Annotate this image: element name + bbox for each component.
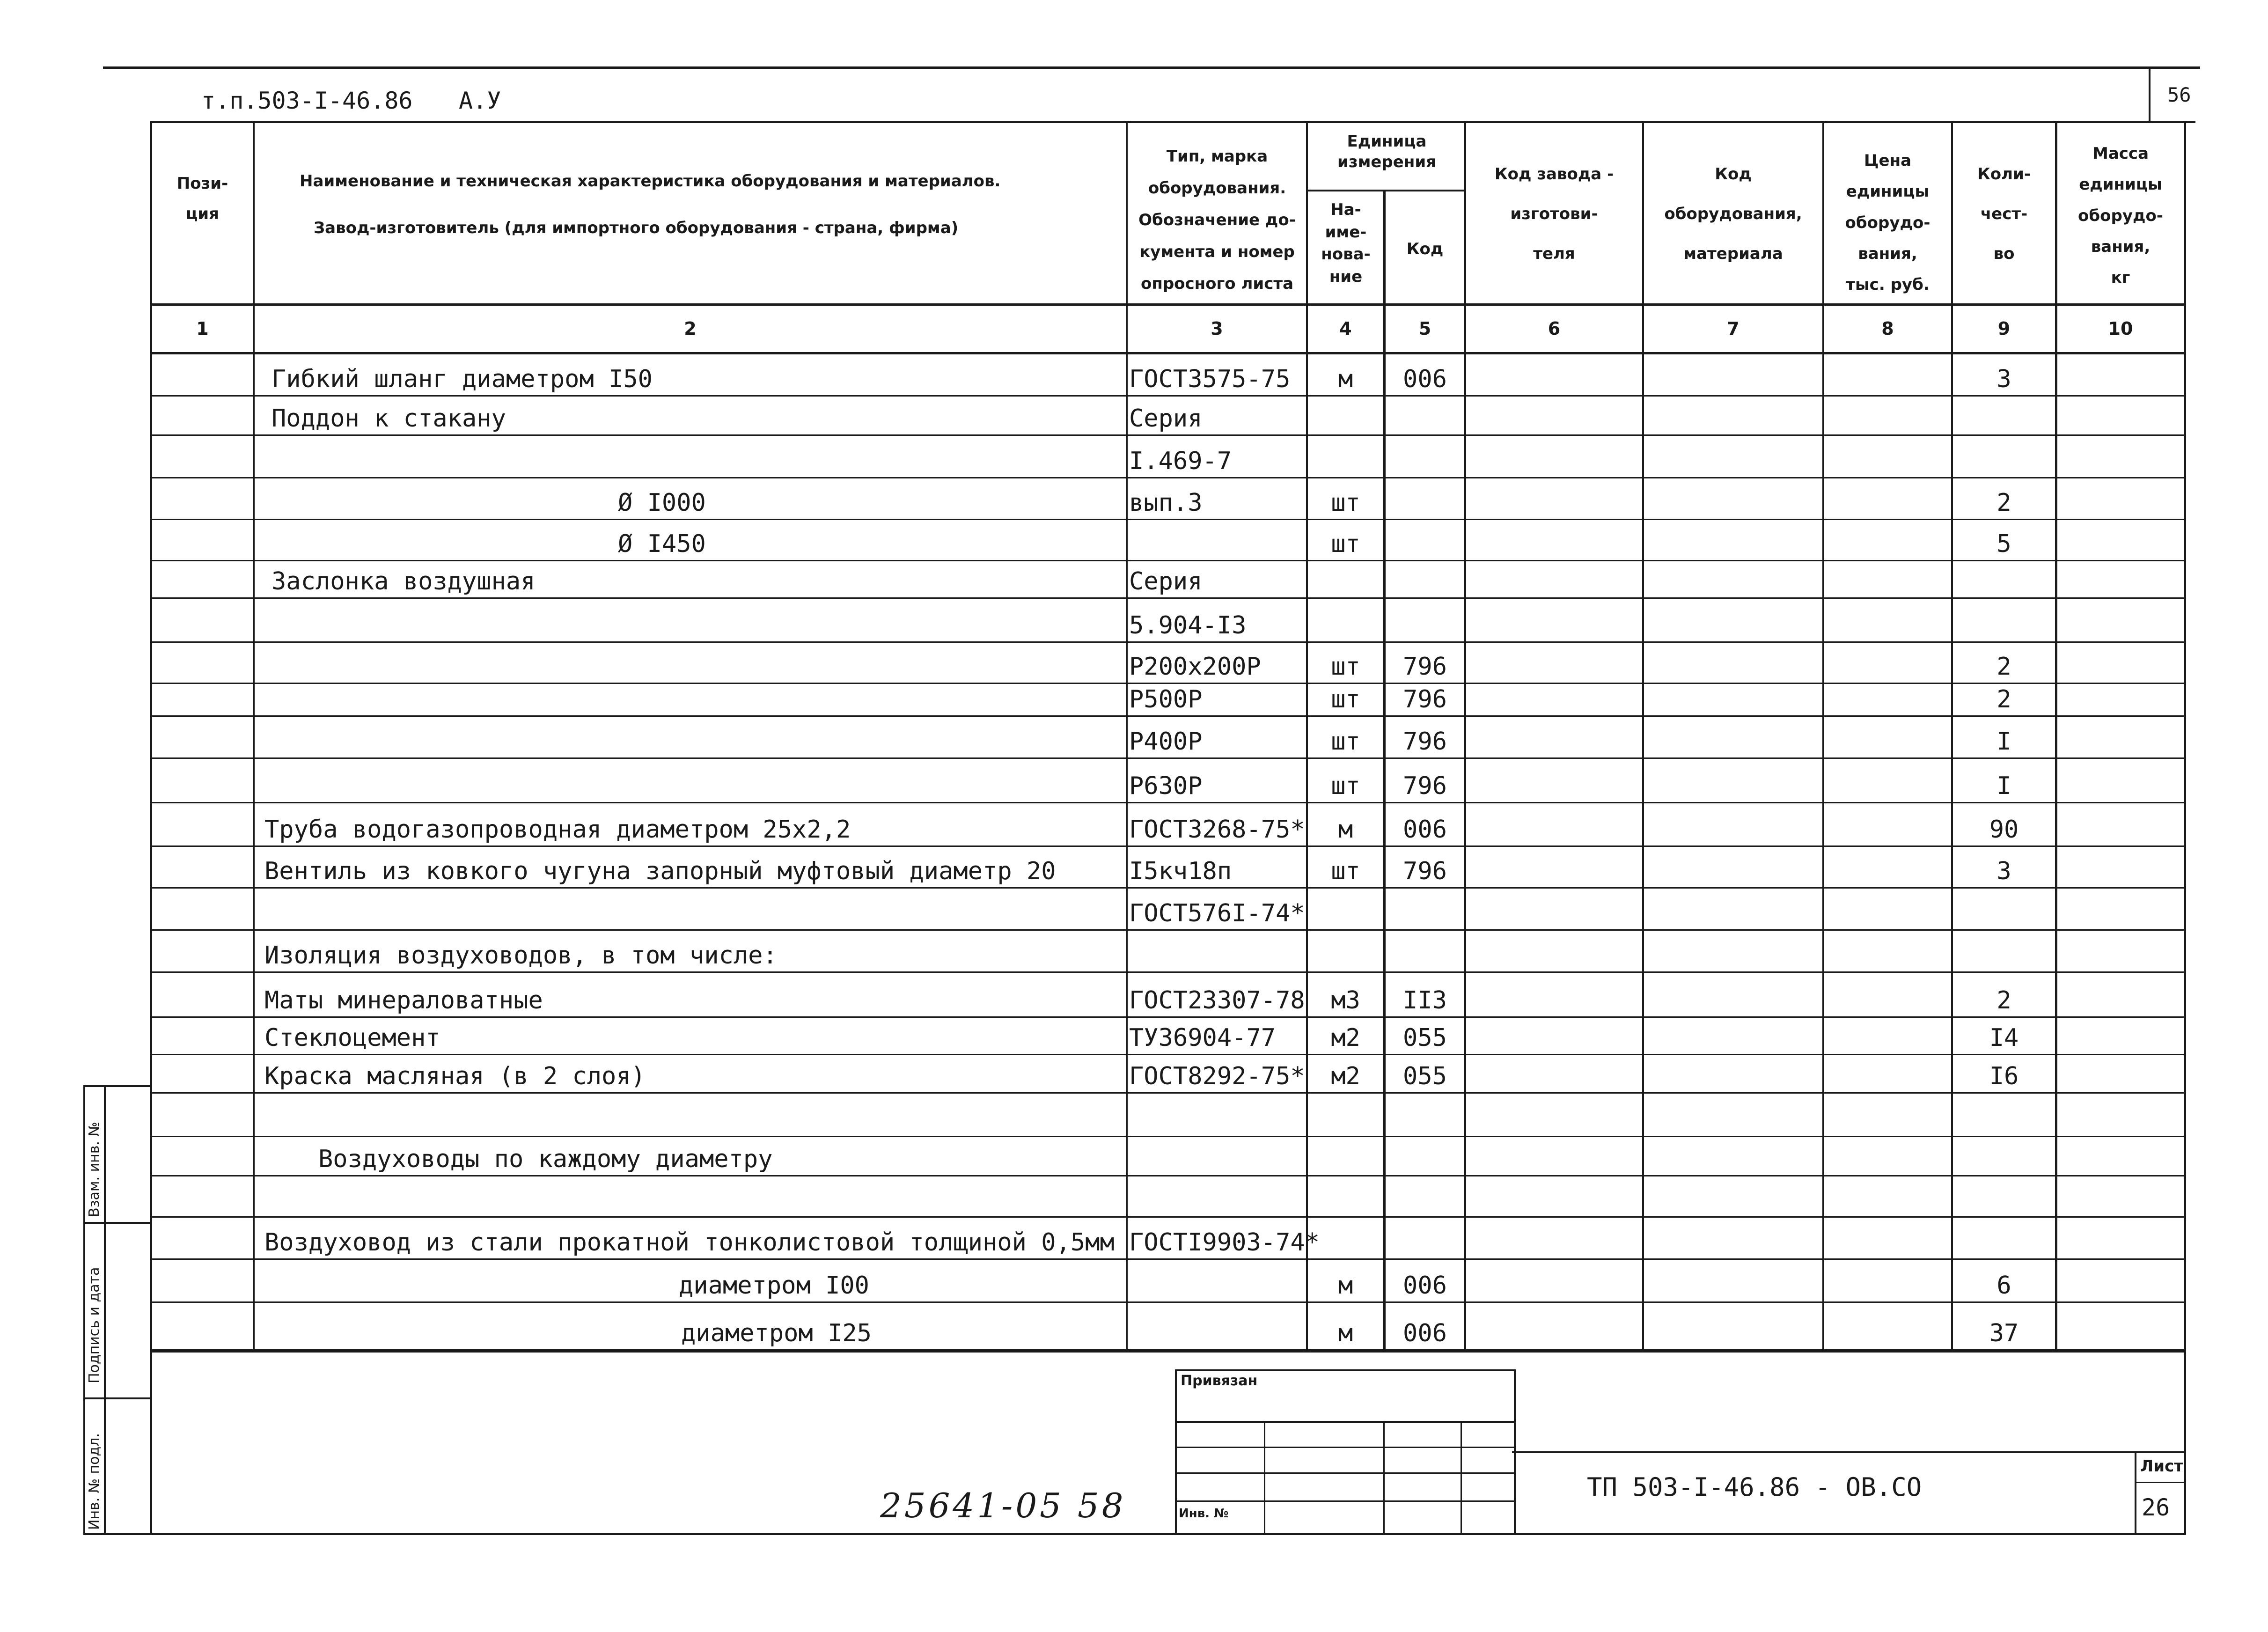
row-type: 5.904-I3 [1129, 611, 1247, 640]
col-line-4 [1383, 190, 1386, 1352]
col-number-4: 4 [1339, 318, 1352, 339]
row-divider [150, 477, 2186, 478]
side-strip-right [104, 1085, 106, 1535]
page-corner-number: 56 [2167, 83, 2191, 106]
inv-label: Инв. № [1179, 1507, 1229, 1521]
row-quantity: I [1996, 728, 2011, 756]
row-quantity: 90 [1989, 816, 2019, 844]
row-type: ГОСТ8292-75* [1129, 1062, 1305, 1090]
side-label-replacement: Взам. инв. № [86, 1122, 103, 1217]
row-divider [150, 395, 2186, 397]
row-type: ГОСТI9903-74* [1129, 1228, 1320, 1257]
row-type: ГОСТ576I-74* [1129, 899, 1305, 927]
row-type: ГОСТ23307-78 [1129, 986, 1305, 1014]
row-unit-code: II3 [1403, 986, 1447, 1014]
row-name: Ø I450 [618, 530, 706, 558]
col-number-7: 7 [1727, 318, 1740, 339]
row-quantity: 37 [1989, 1319, 2019, 1347]
col-number-10: 10 [2108, 318, 2133, 339]
row-quantity: 2 [1996, 489, 2011, 517]
row-quantity: 3 [1996, 857, 2011, 885]
row-quantity: 2 [1996, 685, 2011, 713]
row-name: Краска масляная (в 2 слоя) [264, 1062, 646, 1090]
col-line-7 [1822, 121, 1824, 1352]
row-unit-code: 055 [1403, 1062, 1447, 1090]
sheet-box-divider [2135, 1451, 2136, 1535]
col-line-0 [150, 121, 152, 1352]
row-type: I5кч18п [1129, 857, 1232, 885]
frame-right-lower [2184, 1350, 2186, 1535]
header-name-line1: Наименование и техническая характеристика оборудования и материалов. [300, 172, 1001, 191]
stamp-col-1 [1264, 1421, 1265, 1533]
row-name: Поддон к стакану [272, 404, 506, 433]
col-line-6 [1642, 121, 1644, 1352]
row-unit-code: 006 [1403, 816, 1447, 844]
row-name: Маты минераловатные [264, 986, 543, 1014]
header-price: Цена единицы оборудо- вания, тыс. руб. [1845, 151, 1930, 294]
handwritten-archive-number: 25641-05 58 [880, 1486, 1126, 1525]
row-unit: м [1338, 816, 1353, 844]
stamp-col-2 [1383, 1421, 1385, 1533]
row-unit-code: 796 [1403, 653, 1447, 681]
row-unit-code: 796 [1403, 857, 1447, 885]
row-type: ГОСТ3575-75 [1129, 365, 1291, 393]
table-top-border [150, 121, 2195, 123]
header-mass: Масса единицы оборудо- вания, кг [2078, 144, 2163, 287]
row-type: Р500Р [1129, 685, 1203, 713]
row-name: Гибкий шланг диаметром I50 [272, 365, 653, 393]
row-divider [150, 1092, 2186, 1094]
row-quantity: 6 [1996, 1272, 2011, 1300]
row-name: Воздуховод из стали прокатной тонколистовой толщиной 0,5мм [264, 1228, 1115, 1257]
header-unit: Единица измерения [1337, 132, 1436, 172]
row-name: Стеклоцемент [264, 1024, 440, 1052]
row-name: Ø I000 [618, 489, 706, 517]
col-line-10 [2184, 121, 2186, 1352]
doc-code: т.п.503-I-46.86 [201, 87, 413, 114]
side-strip-top [83, 1085, 150, 1087]
col-number-1: 1 [196, 318, 209, 339]
row-type: вып.3 [1129, 489, 1203, 517]
row-name: диаметром I00 [679, 1272, 869, 1300]
row-name: Заслонка воздушная [272, 567, 536, 595]
side-strip-left [83, 1085, 85, 1535]
row-type: I.469-7 [1129, 447, 1232, 475]
header-type: Тип, марка оборудования. Обозначение до- кумента и номер опросного листа [1138, 147, 1296, 293]
row-divider [150, 757, 2186, 759]
row-quantity: 3 [1996, 365, 2011, 393]
col-number-6: 6 [1548, 318, 1561, 339]
row-quantity: I6 [1989, 1062, 2019, 1090]
row-unit: м2 [1331, 1024, 1360, 1052]
row-divider [150, 845, 2186, 847]
row-unit: м [1338, 1272, 1353, 1300]
row-divider [150, 971, 2186, 973]
stamp-row-4 [1175, 1500, 1514, 1502]
header-position: Пози- ция [176, 174, 228, 223]
row-name: Изоляция воздуховодов, в том числе: [264, 941, 778, 970]
unit-header-divider [1306, 190, 1465, 191]
side-label-inventory: Инв. № подл. [86, 1433, 103, 1530]
row-quantity: 5 [1996, 530, 2011, 558]
header-bottom-border [150, 303, 2186, 306]
sheet-number: 26 [2142, 1494, 2170, 1521]
side-strip-div1 [83, 1222, 150, 1224]
col-line-9 [2055, 121, 2057, 1352]
row-unit: м [1338, 1319, 1353, 1347]
row-unit-code: 796 [1403, 685, 1447, 713]
row-divider [150, 929, 2186, 931]
frame-left-lower [150, 1350, 152, 1535]
row-type: ГОСТ3268-75* [1129, 816, 1305, 844]
doc-part: А.У [459, 87, 501, 114]
row-divider [150, 1301, 2186, 1303]
row-quantity: 2 [1996, 986, 2011, 1014]
row-quantity: 2 [1996, 653, 2011, 681]
row-divider [150, 560, 2186, 561]
row-unit: шт [1331, 653, 1360, 681]
col-line-5 [1464, 121, 1466, 1352]
table-bottom-border [150, 1350, 2186, 1353]
doc-designation: ТП 503-I-46.86 - ОВ.СО [1587, 1472, 1922, 1502]
row-divider [150, 641, 2186, 643]
row-divider [150, 434, 2186, 436]
row-divider [150, 1136, 2186, 1137]
header-unit-code: Код [1406, 240, 1444, 258]
row-unit: шт [1331, 685, 1360, 713]
row-unit: шт [1331, 489, 1360, 517]
row-unit-code: 006 [1403, 1319, 1447, 1347]
bound-label: Привязан [1181, 1373, 1258, 1389]
row-unit: шт [1331, 772, 1360, 800]
row-unit-code: 796 [1403, 772, 1447, 800]
stamp-row-2 [1175, 1447, 1514, 1448]
row-unit-code: 006 [1403, 1272, 1447, 1300]
row-divider [150, 519, 2186, 520]
corner-divider [2149, 66, 2151, 123]
header-equipment-code: Код оборудования, материала [1664, 165, 1802, 263]
row-divider [150, 597, 2186, 599]
header-factory-code: Код завода - изготови- теля [1494, 165, 1614, 263]
row-unit: м3 [1331, 986, 1360, 1014]
top-rule [103, 66, 2200, 69]
row-type: Серия [1129, 567, 1203, 595]
col-number-5: 5 [1418, 318, 1431, 339]
header-unit-name: На- име- нова- ние [1321, 200, 1371, 286]
row-name: Вентиль из ковкого чугуна запорный муфтовый диаметр 20 [264, 857, 1056, 885]
stamp-row-3 [1175, 1472, 1514, 1474]
row-quantity: I [1996, 772, 2011, 800]
row-quantity: I4 [1989, 1024, 2019, 1052]
col-number-3: 3 [1211, 318, 1223, 339]
row-unit: шт [1331, 857, 1360, 885]
stamp-row-1 [1175, 1421, 1514, 1423]
row-unit: шт [1331, 530, 1360, 558]
row-divider [150, 1175, 2186, 1176]
row-name: Воздуховоды по каждому диаметру [318, 1145, 773, 1173]
col-number-2: 2 [684, 318, 697, 339]
header-quantity: Коли- чест- во [1977, 165, 2031, 263]
row-name: Труба водогазопроводная диаметром 25х2,2 [264, 816, 851, 844]
row-divider [150, 1016, 2186, 1018]
row-name: диаметром I25 [681, 1319, 872, 1347]
row-type: ТУ36904-77 [1129, 1024, 1276, 1052]
row-type: Р200х200Р [1129, 653, 1261, 681]
frame-bottom [83, 1533, 2186, 1535]
row-divider [150, 1054, 2186, 1055]
row-divider [150, 683, 2186, 684]
colnum-bottom-border [150, 352, 2186, 354]
row-type: Р400Р [1129, 728, 1203, 756]
col-number-9: 9 [1997, 318, 2011, 339]
row-unit-code: 006 [1403, 365, 1447, 393]
row-unit: м [1338, 365, 1353, 393]
side-strip-div2 [83, 1397, 150, 1399]
row-unit-code: 055 [1403, 1024, 1447, 1052]
row-unit: шт [1331, 728, 1360, 756]
row-divider [150, 887, 2186, 889]
title-block-top [1512, 1451, 2186, 1453]
header-name-line2: Завод-изготовитель (для импортного оборудования - страна, фирма) [314, 219, 959, 237]
row-divider [150, 802, 2186, 803]
col-line-1 [253, 121, 255, 1352]
col-line-2 [1126, 121, 1128, 1352]
row-unit: м2 [1331, 1062, 1360, 1090]
row-type: Р630Р [1129, 772, 1203, 800]
sheet-box-mid [2135, 1482, 2186, 1483]
sheet-label: Лист [2140, 1457, 2183, 1476]
row-divider [150, 1258, 2186, 1260]
stamp-col-3 [1461, 1421, 1462, 1533]
row-divider [150, 715, 2186, 717]
col-number-8: 8 [1881, 318, 1894, 339]
row-unit-code: 796 [1403, 728, 1447, 756]
side-label-signature: Подпись и дата [86, 1267, 103, 1383]
row-divider [150, 1216, 2186, 1218]
row-type: Серия [1129, 404, 1203, 433]
